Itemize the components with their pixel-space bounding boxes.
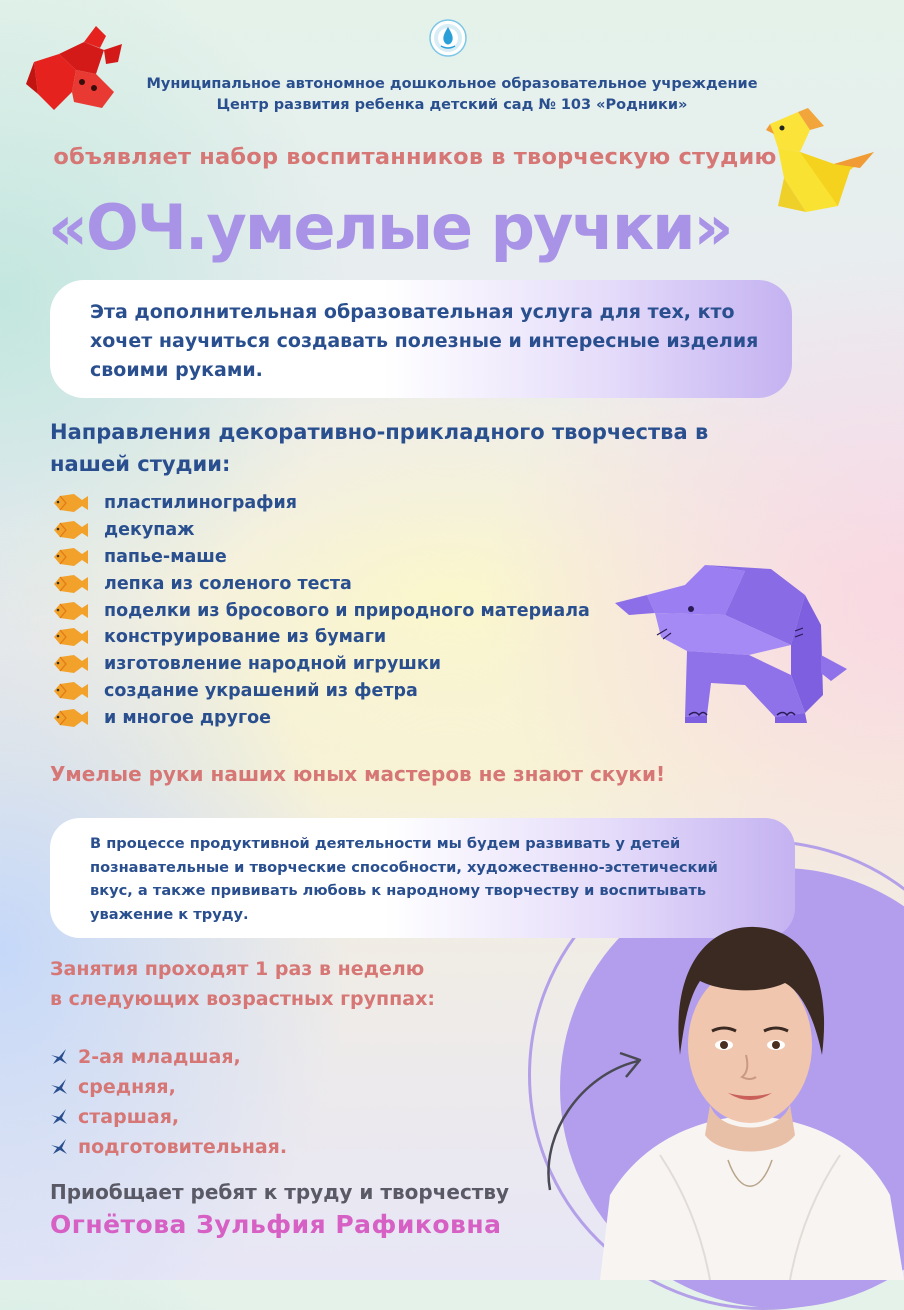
intro-panel bbox=[50, 280, 792, 398]
goldfish-icon bbox=[50, 680, 90, 702]
direction-label: папье-маше bbox=[104, 546, 227, 567]
list-item bbox=[50, 570, 610, 597]
list-item bbox=[50, 678, 610, 705]
institution-name bbox=[100, 74, 804, 116]
swallow-icon bbox=[50, 1138, 68, 1156]
direction-label: декупаж bbox=[104, 520, 195, 541]
direction-label: лепка из соленого теста bbox=[104, 573, 352, 594]
goldfish-icon bbox=[50, 519, 90, 541]
goldfish-icon bbox=[50, 707, 90, 729]
schedule-line-1: Занятия проходят 1 раз в неделю bbox=[50, 958, 425, 980]
intro-text: Эта дополнительная образовательная услуга для тех, кто хочет научиться создавать полезные и интересные изделия своими руками. bbox=[90, 301, 759, 381]
goldfish-icon bbox=[50, 626, 90, 648]
swallow-icon bbox=[50, 1108, 68, 1126]
swallow-icon bbox=[50, 1078, 68, 1096]
list-item bbox=[50, 704, 610, 731]
list-item bbox=[50, 490, 610, 517]
list-item bbox=[50, 517, 610, 544]
age-group-label: 2-ая младшая, bbox=[78, 1046, 241, 1068]
goldfish-icon bbox=[50, 573, 90, 595]
announcement: объявляет набор воспитанников в творческую студию bbox=[53, 144, 777, 170]
origami-elephant-icon bbox=[595, 555, 860, 735]
institution-line-1: Муниципальное автономное дошкольное образовательное учреждение bbox=[146, 76, 758, 92]
goldfish-icon bbox=[50, 546, 90, 568]
institution-line-2: Центр развития ребенка детский сад № 103 «Родники» bbox=[216, 97, 688, 113]
list-item bbox=[50, 1072, 450, 1102]
list-item bbox=[50, 651, 610, 678]
invites-text: Приобщает ребят к труду и творчеству bbox=[50, 1180, 510, 1204]
teacher-name: Огнётова Зульфия Рафиковна bbox=[50, 1210, 502, 1239]
age-group-label: подготовительная. bbox=[78, 1136, 288, 1158]
list-item bbox=[50, 1132, 450, 1162]
direction-label: создание украшений из фетра bbox=[104, 680, 418, 701]
list-item bbox=[50, 1102, 450, 1132]
direction-label: конструирование из бумаги bbox=[104, 627, 387, 648]
list-item bbox=[50, 1042, 450, 1072]
slogan: Умелые руки наших юных мастеров не знают скуки! bbox=[50, 762, 666, 786]
age-group-label: старшая, bbox=[78, 1106, 180, 1128]
goldfish-icon bbox=[50, 653, 90, 675]
direction-label: пластилинография bbox=[104, 493, 298, 514]
studio-title: «ОЧ.умелые ручки» bbox=[48, 191, 732, 264]
age-group-label: средняя, bbox=[78, 1076, 176, 1098]
rodniki-kindergarten-logo bbox=[428, 18, 468, 58]
direction-label: поделки из бросового и природного материала bbox=[104, 600, 590, 621]
swallow-icon bbox=[50, 1048, 68, 1066]
list-item bbox=[50, 597, 610, 624]
age-groups-list bbox=[50, 1042, 450, 1162]
directions-list bbox=[50, 490, 610, 731]
list-item bbox=[50, 624, 610, 651]
teacher-photo bbox=[600, 895, 904, 1280]
goldfish-icon bbox=[50, 600, 90, 622]
process-text: В процессе продуктивной деятельности мы будем развивать у детей познавательные и творческие способности, художественно-эстетический вкус, а также прививать любовь к народному творчеству и воспитывать уважение к труду. bbox=[90, 835, 718, 923]
schedule-text bbox=[50, 954, 530, 1014]
directions-title: Направления декоративно-прикладного творчества в нашей студии: bbox=[50, 420, 709, 476]
goldfish-icon bbox=[50, 492, 90, 514]
direction-label: изготовление народной игрушки bbox=[104, 654, 441, 675]
list-item bbox=[50, 544, 610, 571]
schedule-line-2: в следующих возрастных группах: bbox=[50, 988, 435, 1010]
direction-label: и многое другое bbox=[104, 707, 272, 728]
